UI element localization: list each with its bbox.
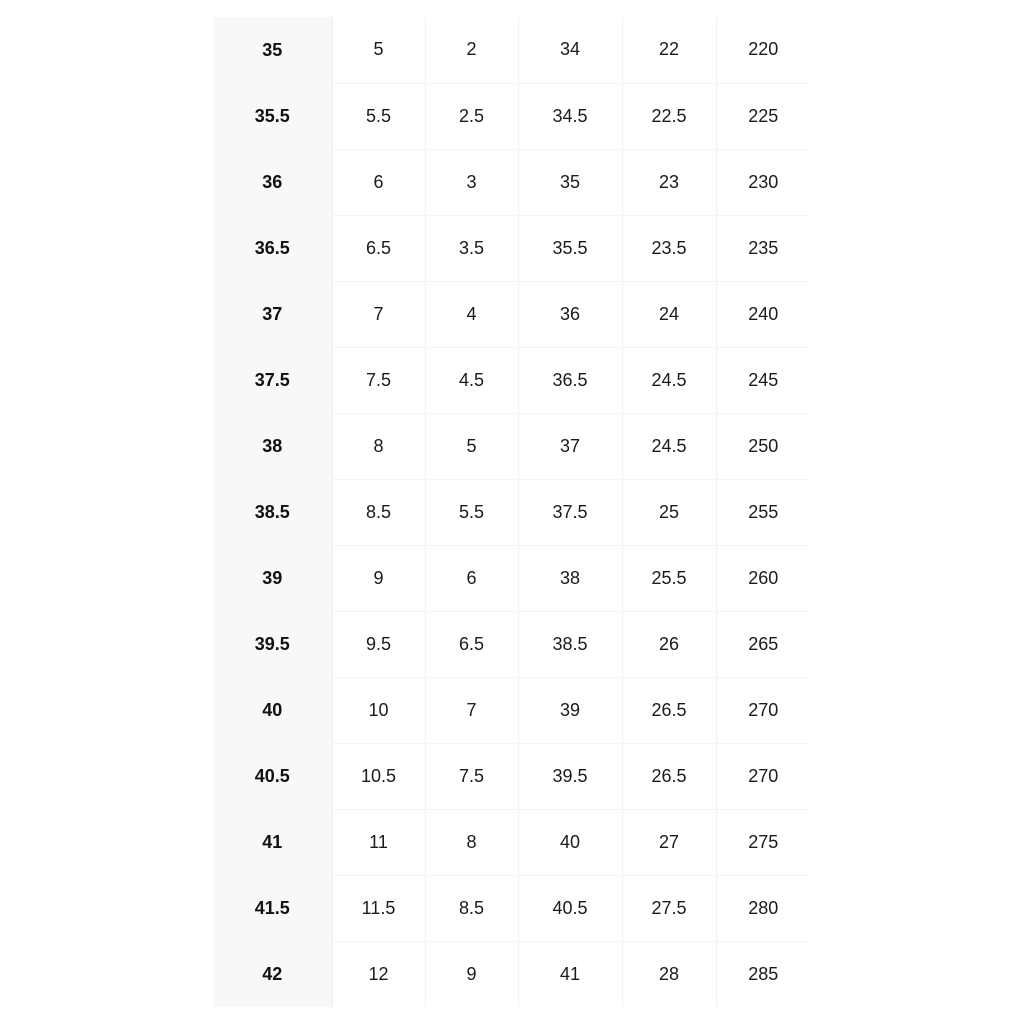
row-header-cell: 40.5 bbox=[213, 743, 332, 809]
table-cell: 2 bbox=[425, 17, 518, 83]
table-row bbox=[213, 281, 810, 347]
table-cell: 270 bbox=[716, 677, 810, 743]
table-cell: 24.5 bbox=[622, 347, 716, 413]
table-cell: 38 bbox=[518, 545, 622, 611]
table-cell: 22 bbox=[622, 17, 716, 83]
table-cell: 8.5 bbox=[332, 479, 425, 545]
table-cell: 12 bbox=[332, 941, 425, 1007]
table-row bbox=[213, 677, 810, 743]
table-cell: 5 bbox=[332, 17, 425, 83]
table-cell: 220 bbox=[716, 17, 810, 83]
table-cell: 26 bbox=[622, 611, 716, 677]
table-cell: 275 bbox=[716, 809, 810, 875]
table-cell: 7.5 bbox=[332, 347, 425, 413]
table-row bbox=[213, 809, 810, 875]
table-cell: 240 bbox=[716, 281, 810, 347]
table-cell: 25.5 bbox=[622, 545, 716, 611]
table-cell: 9.5 bbox=[332, 611, 425, 677]
table-cell: 9 bbox=[332, 545, 425, 611]
table-cell: 6 bbox=[425, 545, 518, 611]
table-cell: 255 bbox=[716, 479, 810, 545]
table-row bbox=[213, 83, 810, 149]
table-cell: 235 bbox=[716, 215, 810, 281]
table-cell: 6 bbox=[332, 149, 425, 215]
row-header-cell: 39.5 bbox=[213, 611, 332, 677]
table-cell: 245 bbox=[716, 347, 810, 413]
table-cell: 6.5 bbox=[425, 611, 518, 677]
table-row bbox=[213, 215, 810, 281]
table-cell: 6.5 bbox=[332, 215, 425, 281]
table-row bbox=[213, 611, 810, 677]
table-row bbox=[213, 743, 810, 809]
table-cell: 40 bbox=[518, 809, 622, 875]
table-cell: 3.5 bbox=[425, 215, 518, 281]
table-row bbox=[213, 875, 810, 941]
table-cell: 7 bbox=[425, 677, 518, 743]
table-cell: 23 bbox=[622, 149, 716, 215]
table-row bbox=[213, 545, 810, 611]
table-cell: 3 bbox=[425, 149, 518, 215]
table-row bbox=[213, 941, 810, 1007]
table-cell: 265 bbox=[716, 611, 810, 677]
row-header-cell: 42 bbox=[213, 941, 332, 1007]
table-cell: 24.5 bbox=[622, 413, 716, 479]
table-row bbox=[213, 347, 810, 413]
table-cell: 26.5 bbox=[622, 677, 716, 743]
row-header-cell: 37.5 bbox=[213, 347, 332, 413]
row-header-cell: 39 bbox=[213, 545, 332, 611]
table-cell: 5.5 bbox=[332, 83, 425, 149]
table-cell: 27.5 bbox=[622, 875, 716, 941]
row-header-cell: 37 bbox=[213, 281, 332, 347]
table-cell: 260 bbox=[716, 545, 810, 611]
table-cell: 285 bbox=[748, 963, 779, 984]
table-cell: 37 bbox=[518, 413, 622, 479]
table-row bbox=[213, 413, 810, 479]
row-header-cell: 35.5 bbox=[213, 83, 332, 149]
row-header-cell: 40 bbox=[213, 677, 332, 743]
table-cell: 25 bbox=[622, 479, 716, 545]
row-header-cell: 36 bbox=[213, 149, 332, 215]
row-header-cell: 41.5 bbox=[213, 875, 332, 941]
table-cell: 34.5 bbox=[518, 83, 622, 149]
table-cell: 270 bbox=[716, 743, 810, 809]
table-cell: 38.5 bbox=[518, 611, 622, 677]
table-cell: 8.5 bbox=[425, 875, 518, 941]
table-cell: 39 bbox=[518, 677, 622, 743]
table-cell: 4 bbox=[425, 281, 518, 347]
table-cell: 39.5 bbox=[518, 743, 622, 809]
row-header-cell: 38.5 bbox=[213, 479, 332, 545]
table-cell: 7.5 bbox=[425, 743, 518, 809]
table-cell: 27 bbox=[622, 809, 716, 875]
table-cell: 22.5 bbox=[622, 83, 716, 149]
row-header-cell: 38 bbox=[213, 413, 332, 479]
table-cell: 7 bbox=[332, 281, 425, 347]
table-cell: 37.5 bbox=[518, 479, 622, 545]
table-cell: 41 bbox=[518, 941, 622, 1007]
table-cell: 26.5 bbox=[622, 743, 716, 809]
row-header-cell: 41 bbox=[213, 809, 332, 875]
table-cell: 35.5 bbox=[518, 215, 622, 281]
table-cell: 10.5 bbox=[332, 743, 425, 809]
table-cell: 8 bbox=[425, 809, 518, 875]
row-header-cell: 35 bbox=[213, 17, 332, 83]
table-cell: 9 bbox=[425, 941, 518, 1007]
table-cell: 5 bbox=[425, 413, 518, 479]
table-cell: 36.5 bbox=[518, 347, 622, 413]
table-cell: 24 bbox=[622, 281, 716, 347]
table-cell: 23.5 bbox=[622, 215, 716, 281]
table-cell: 2.5 bbox=[425, 83, 518, 149]
table-body bbox=[213, 17, 810, 1007]
table-row bbox=[213, 479, 810, 545]
table-row bbox=[213, 149, 810, 215]
table-cell: 250 bbox=[716, 413, 810, 479]
table-cell: 10 bbox=[332, 677, 425, 743]
table-cell: 5.5 bbox=[425, 479, 518, 545]
table-row bbox=[213, 17, 810, 83]
table-cell: 28 bbox=[622, 941, 716, 1007]
table-cell: 230 bbox=[716, 149, 810, 215]
table-cell: 34 bbox=[518, 17, 622, 83]
row-header-cell: 36.5 bbox=[213, 215, 332, 281]
table-cell: 280 bbox=[716, 875, 810, 941]
size-conversion-table bbox=[213, 17, 810, 1007]
table-cell: 11.5 bbox=[332, 875, 425, 941]
table-cell: 4.5 bbox=[425, 347, 518, 413]
table-cell: 11 bbox=[332, 809, 425, 875]
table-cell: 40.5 bbox=[518, 875, 622, 941]
table-cell: 36 bbox=[518, 281, 622, 347]
table-cell: 225 bbox=[716, 83, 810, 149]
table-cell: 35 bbox=[518, 149, 622, 215]
table-cell: 8 bbox=[332, 413, 425, 479]
